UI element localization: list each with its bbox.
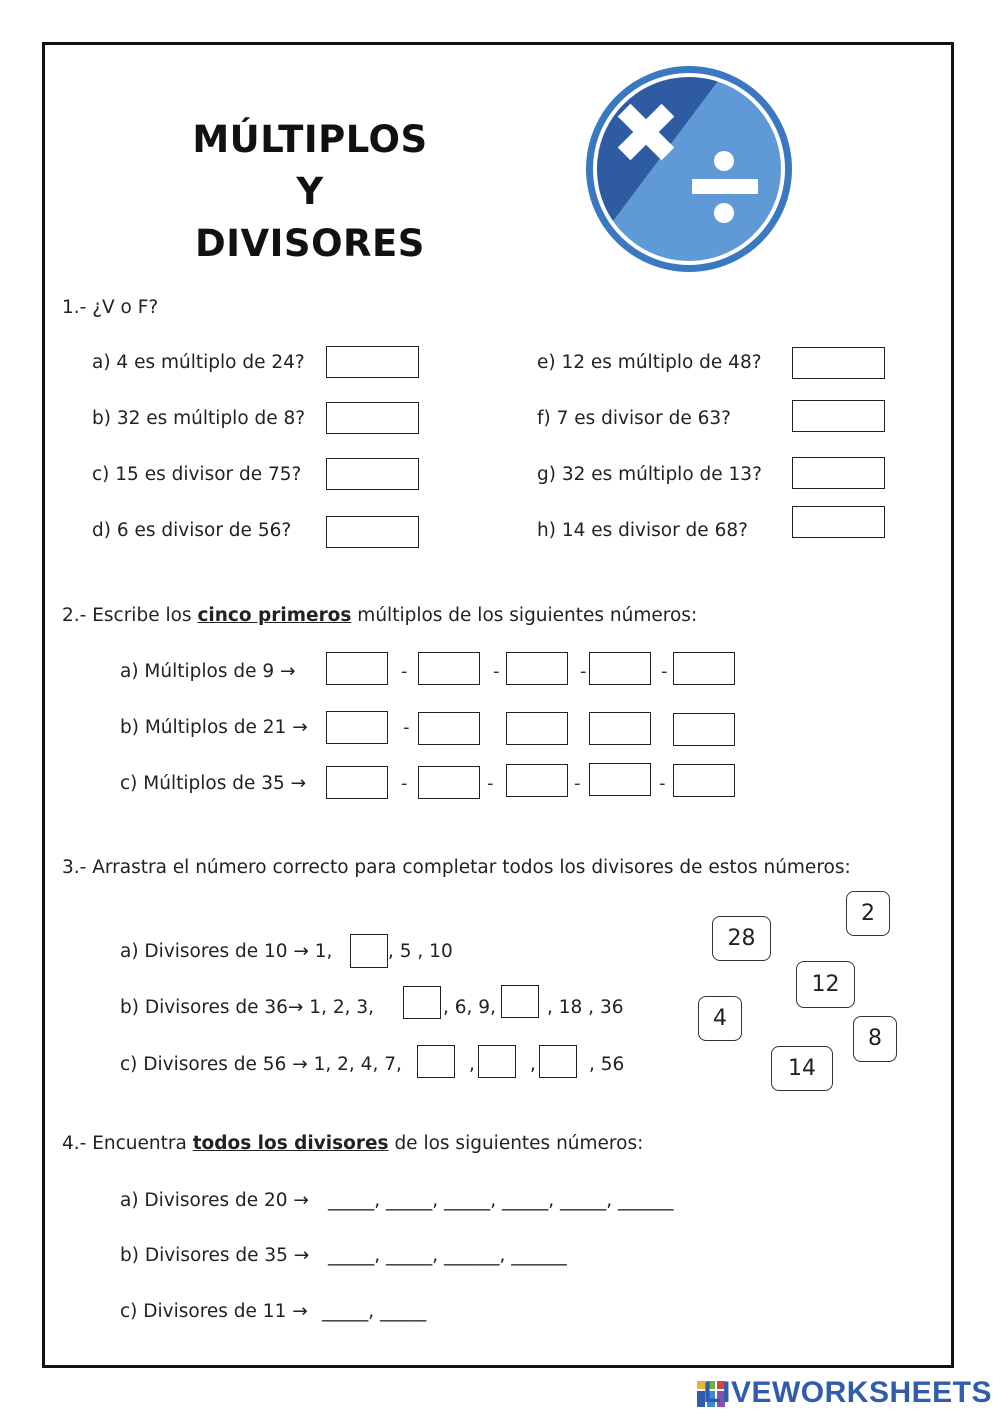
multiples-9-box-4[interactable] xyxy=(589,652,651,685)
title-line-2: Y xyxy=(296,170,324,213)
drag-chip-8[interactable]: 8 xyxy=(853,1016,897,1062)
separator: - xyxy=(401,773,408,794)
section2-heading-post: múltiplos de los siguientes números: xyxy=(351,605,698,626)
multiples-21-box-1[interactable] xyxy=(326,711,388,744)
answer-box-f[interactable] xyxy=(792,400,885,432)
section1-heading: 1.- ¿V o F? xyxy=(62,297,159,318)
answer-box-d[interactable] xyxy=(326,516,419,548)
separator: - xyxy=(493,661,500,682)
multiples-9-box-2[interactable] xyxy=(418,652,480,685)
question-f-label: f) 7 es divisor de 63? xyxy=(537,408,731,429)
multiples-9-box-3[interactable] xyxy=(506,652,568,685)
divisors-56-label: c) Divisores de 56 → 1, 2, 4, 7, xyxy=(120,1054,402,1075)
question-h-label: h) 14 es divisor de 68? xyxy=(537,520,748,541)
divisors-36-label: b) Divisores de 36→ 1, 2, 3, xyxy=(120,997,375,1018)
find-divisors-35-blanks[interactable]: _____, _____, ______, ______ xyxy=(328,1245,567,1266)
title-line-3: DIVISORES xyxy=(195,222,425,265)
separator: - xyxy=(580,661,587,682)
question-g-label: g) 32 es múltiplo de 13? xyxy=(537,464,762,485)
answer-box-h[interactable] xyxy=(792,506,885,538)
question-c-label: c) 15 es divisor de 75? xyxy=(92,464,302,485)
find-divisors-11-blanks[interactable]: _____, _____ xyxy=(322,1301,427,1322)
multiples-row-a-label: a) Múltiplos de 9 → xyxy=(120,661,296,682)
drop-slot-56-1[interactable] xyxy=(417,1045,455,1078)
answer-box-c[interactable] xyxy=(326,458,419,490)
multiples-row-c-label: c) Múltiplos de 35 → xyxy=(120,773,307,794)
separator: - xyxy=(659,773,666,794)
find-divisors-20-blanks[interactable]: _____, _____, _____, _____, _____, ______ xyxy=(328,1190,674,1211)
divisors-10-rest: , 5 , 10 xyxy=(388,941,453,962)
answer-box-a[interactable] xyxy=(326,346,419,378)
section2-heading xyxy=(62,605,697,626)
separator: - xyxy=(487,773,494,794)
drag-chip-4[interactable]: 4 xyxy=(698,996,742,1041)
multiples-21-box-5[interactable] xyxy=(673,713,735,746)
answer-box-e[interactable] xyxy=(792,347,885,379)
worksheet-frame xyxy=(42,42,954,1368)
drop-slot-56-2[interactable] xyxy=(478,1045,516,1078)
section4-heading-post: de los siguientes números: xyxy=(388,1133,644,1154)
drag-chip-2[interactable]: 2 xyxy=(846,891,890,936)
separator: - xyxy=(661,661,668,682)
section4-heading-bold: todos los divisores xyxy=(192,1133,389,1154)
section2-heading-pre: 2.- Escribe los xyxy=(62,605,198,626)
section4-heading xyxy=(62,1133,643,1154)
divisors-36-rest: , 18 , 36 xyxy=(547,997,624,1018)
divisors-56-rest: , 56 xyxy=(589,1054,625,1075)
divisors-10-label: a) Divisores de 10 → 1, xyxy=(120,941,333,962)
drag-chip-12[interactable]: 12 xyxy=(796,961,855,1008)
find-divisors-20-label: a) Divisores de 20 → xyxy=(120,1190,309,1211)
drop-slot-36-1[interactable] xyxy=(403,986,441,1019)
drag-chip-28[interactable]: 28 xyxy=(712,916,771,961)
section4-heading-pre: 4.- Encuentra xyxy=(62,1133,193,1154)
multiples-35-box-2[interactable] xyxy=(418,766,480,799)
multiples-35-box-1[interactable] xyxy=(326,766,388,799)
section2-heading-bold: cinco primeros xyxy=(197,605,352,626)
separator: - xyxy=(403,717,410,738)
multiples-35-box-3[interactable] xyxy=(506,764,568,797)
liveworksheets-brand: LIVEWORKSHEETS xyxy=(703,1376,992,1409)
multiples-9-box-5[interactable] xyxy=(673,652,735,685)
question-e-label: e) 12 es múltiplo de 48? xyxy=(537,352,762,373)
divisors-36-mid: , 6, 9, xyxy=(443,997,496,1018)
question-b-label: b) 32 es múltiplo de 8? xyxy=(92,408,306,429)
section3-heading: 3.- Arrastra el número correcto para completar todos los divisores de estos números: xyxy=(62,857,851,878)
multiples-9-box-1[interactable] xyxy=(326,652,388,685)
separator: - xyxy=(574,773,581,794)
multiples-35-box-4[interactable] xyxy=(589,763,651,796)
multiples-row-b-label: b) Múltiplos de 21 → xyxy=(120,717,308,738)
separator: - xyxy=(401,661,408,682)
question-d-label: d) 6 es divisor de 56? xyxy=(92,520,292,541)
drop-slot-36-2[interactable] xyxy=(501,985,539,1018)
comma: , xyxy=(530,1054,536,1075)
find-divisors-11-label: c) Divisores de 11 → xyxy=(120,1301,308,1322)
find-divisors-35-label: b) Divisores de 35 → xyxy=(120,1245,310,1266)
comma: , xyxy=(469,1054,475,1075)
question-a-label: a) 4 es múltiplo de 24? xyxy=(92,352,305,373)
multiply-divide-icon xyxy=(580,65,798,273)
drop-slot-10-1[interactable] xyxy=(350,934,388,968)
multiples-21-box-2[interactable] xyxy=(418,712,480,745)
answer-box-g[interactable] xyxy=(792,457,885,489)
title-line-1: MÚLTIPLOS xyxy=(192,118,428,161)
multiples-21-box-4[interactable] xyxy=(589,712,651,745)
multiples-35-box-5[interactable] xyxy=(673,764,735,797)
answer-box-b[interactable] xyxy=(326,402,419,434)
multiples-21-box-3[interactable] xyxy=(506,712,568,745)
drop-slot-56-3[interactable] xyxy=(539,1045,577,1078)
drag-chip-14[interactable]: 14 xyxy=(771,1046,833,1091)
